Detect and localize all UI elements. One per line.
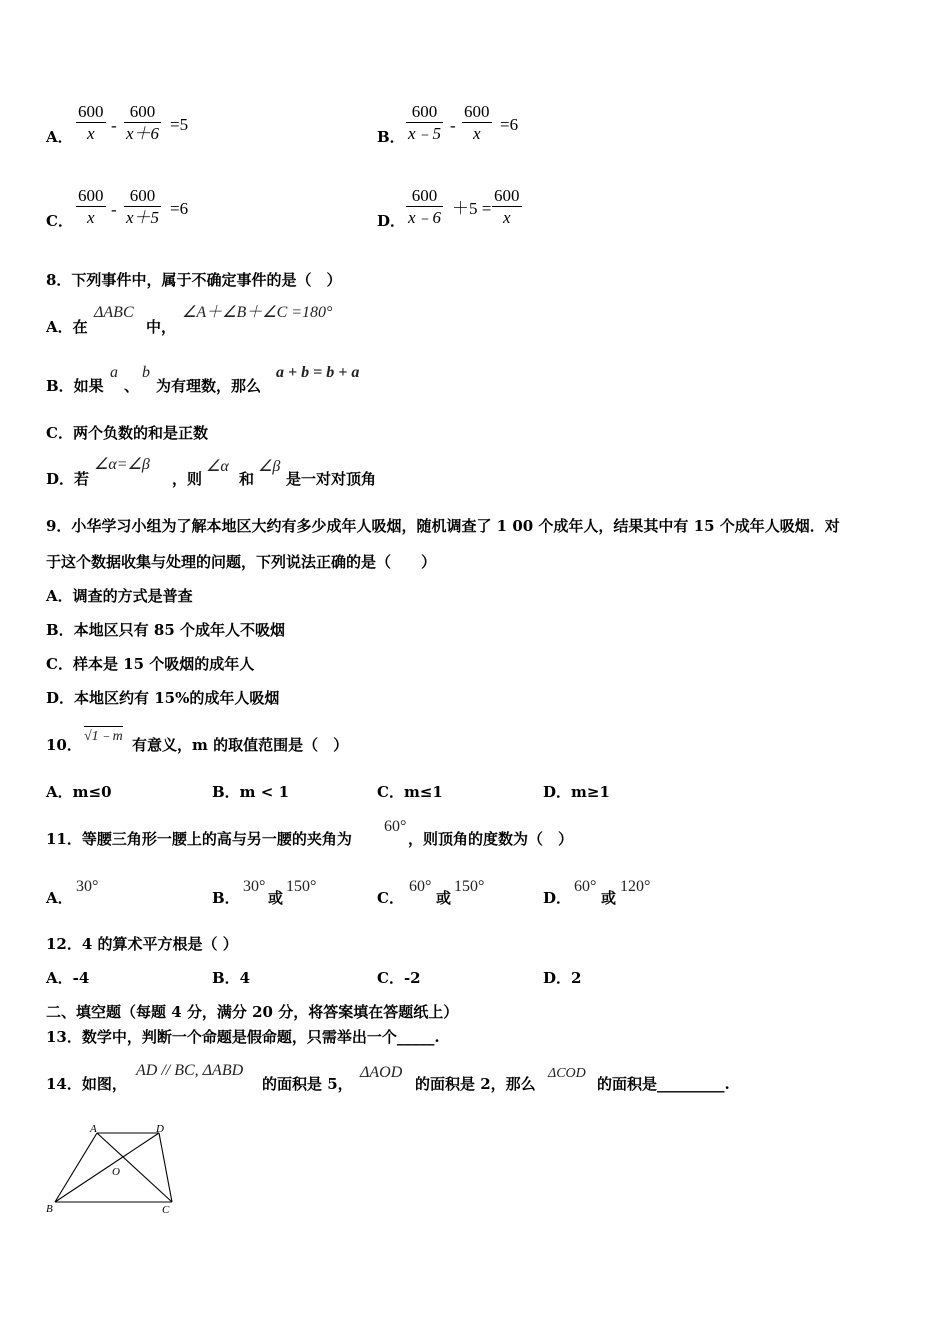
q10-sqrt-expression: √1﹣m — [84, 726, 123, 746]
q11-option-b-value-2: 150° — [286, 878, 317, 895]
denominator: x — [86, 124, 95, 143]
q14-postfix: 的面积是_________. — [597, 1075, 730, 1093]
numerator: 600 — [129, 186, 156, 205]
q8-d-prefix: D．若 — [46, 470, 90, 488]
q14-prefix: 14．如图， — [46, 1075, 127, 1093]
q7-d-fraction-2 — [492, 186, 522, 229]
q7-b-result: =6 — [500, 115, 519, 134]
q8-b-prefix: B．如果 — [46, 377, 104, 395]
q7-c-result: =6 — [170, 199, 189, 218]
q11-option-d-value-2: 120° — [620, 878, 651, 895]
q8-a-triangle: ΔABC — [94, 304, 134, 321]
q8-d-alpha: ∠α — [206, 458, 229, 475]
denominator: x — [502, 208, 511, 227]
q10-option-b: B．m < 1 — [212, 783, 289, 801]
numerator: 600 — [78, 102, 104, 121]
q7-b-fraction-2 — [462, 102, 492, 145]
q14-triangle-cod: ΔCOD — [548, 1066, 586, 1081]
q14-mid-1: 的面积是 5， — [262, 1075, 353, 1093]
q8-b-var-b: b — [142, 364, 150, 381]
q9-option-c: C．样本是 15 个吸烟的成年人 — [46, 655, 255, 673]
q9-option-d: D．本地区约有 15%的成年人吸烟 — [46, 689, 280, 707]
q11-option-c-letter: C． — [377, 889, 404, 907]
q8-b-var-a: a — [110, 364, 118, 381]
q8-d-mid: ，则 — [172, 470, 203, 488]
q7-a-fraction-1 — [76, 102, 106, 145]
q11-angle: 60° — [384, 818, 407, 835]
q10-option-c: C．m≤1 — [377, 783, 443, 801]
numerator: 600 — [411, 186, 438, 205]
q9-stem-line-1: 9．小华学习小组为了解本地区大约有多少成年人吸烟，随机调查了 1 00 个成年人，结果其中有 15 个成年人吸烟．对 — [46, 517, 840, 535]
q11-option-b-or: 或 — [268, 889, 284, 907]
q7-b-fraction-1 — [406, 102, 443, 145]
q7-option-d-letter: D． — [377, 212, 406, 230]
q8-a-mid: 中， — [146, 318, 177, 336]
q10-postfix: 有意义，m 的取值范围是（ ） — [132, 736, 349, 754]
q14-mid-2: 的面积是 2，那么 — [415, 1075, 536, 1093]
q8-b-separator: 、 — [124, 377, 140, 395]
q8-option-c: C．两个负数的和是正数 — [46, 424, 208, 442]
q11-postfix: ，则顶角的度数为（ ） — [408, 830, 574, 848]
q8-b-expression: a + b = b + a — [276, 364, 360, 381]
q12-stem: 12．4 的算术平方根是（ ） — [46, 935, 238, 953]
q8-d-beta: ∠β — [258, 458, 281, 475]
q14-condition: AD // BC, ΔABD — [136, 1062, 244, 1079]
q12-option-a: A．-4 — [46, 969, 90, 987]
q11-option-b-letter: B． — [212, 889, 240, 907]
denominator: x — [472, 124, 481, 143]
q7-option-c-letter: C． — [46, 212, 73, 230]
q8-a-prefix: A．在 — [46, 318, 88, 336]
q9-option-a: A．调查的方式是普查 — [46, 587, 193, 605]
q11-prefix: 11．等腰三角形一腰上的高与另一腰的夹角为 — [46, 830, 352, 848]
q9-option-b: B．本地区只有 85 个成年人不吸烟 — [46, 621, 285, 639]
numerator: 600 — [411, 102, 438, 121]
q11-option-c-value-1: 60° — [409, 878, 432, 895]
q12-option-b: B．4 — [212, 969, 251, 987]
trapezoid-figure — [40, 1118, 190, 1218]
q8-stem: 8．下列事件中，属于不确定事件的是（ ） — [46, 271, 342, 289]
denominator: x＋6 — [126, 124, 160, 143]
numerator: 600 — [494, 186, 520, 205]
q14-triangle-aod: ΔAOD — [360, 1064, 403, 1081]
q11-option-c-or: 或 — [436, 889, 452, 907]
q8-b-postfix: 为有理数，那么 — [156, 377, 262, 395]
q7-a-result: =5 — [170, 115, 189, 134]
section-2-heading: 二、填空题（每题 4 分，满分 20 分，将答案填在答题纸上） — [46, 1003, 459, 1021]
label-a: A — [90, 1123, 97, 1135]
q11-option-b-value-1: 30° — [243, 878, 266, 895]
denominator: x — [86, 208, 95, 227]
q11-option-d-value-1: 60° — [574, 878, 597, 895]
q11-option-c-value-2: 150° — [454, 878, 485, 895]
q11-option-a-letter: A． — [46, 889, 73, 907]
denominator: x＋5 — [126, 208, 160, 227]
label-b: B — [46, 1203, 53, 1215]
q11-option-d-or: 或 — [601, 889, 617, 907]
q10-option-d: D．m≥1 — [543, 783, 610, 801]
q13-stem: 13．数学中，判断一个命题是假命题，只需举出一个_____. — [46, 1028, 440, 1046]
label-c: C — [162, 1204, 170, 1216]
numerator: 600 — [464, 102, 490, 121]
q10-option-a: A．m≤0 — [46, 783, 112, 801]
q12-option-c: C．-2 — [377, 969, 421, 987]
q8-d-and: 和 — [239, 470, 255, 488]
numerator: 600 — [78, 186, 104, 205]
q7-a-fraction-2 — [124, 102, 161, 145]
q10-number: 10． — [46, 736, 82, 754]
q7-d-plus5: ＋5 = — [452, 199, 492, 218]
q8-d-expression: ∠α=∠β — [94, 456, 150, 473]
q7-c-fraction-2 — [124, 186, 161, 229]
q11-option-a-value: 30° — [76, 878, 99, 895]
label-o: O — [112, 1166, 120, 1178]
q8-d-postfix: 是一对对顶角 — [286, 470, 377, 488]
denominator: x﹣6 — [408, 208, 442, 227]
q7-d-fraction-1 — [406, 186, 443, 229]
numerator: 600 — [129, 102, 156, 121]
label-d: D — [156, 1123, 164, 1135]
q11-option-d-letter: D． — [543, 889, 572, 907]
q7-option-b-letter: B． — [377, 128, 405, 146]
q9-stem-line-2: 于这个数据收集与处理的问题，下列说法正确的是（ ） — [46, 553, 437, 571]
denominator: x﹣5 — [408, 124, 442, 143]
q12-option-d: D．2 — [543, 969, 582, 987]
q7-c-fraction-1 — [76, 186, 106, 229]
q7-option-a-letter: A． — [46, 128, 73, 146]
q8-a-expression: ∠A＋∠B＋∠C =180° — [182, 304, 333, 321]
